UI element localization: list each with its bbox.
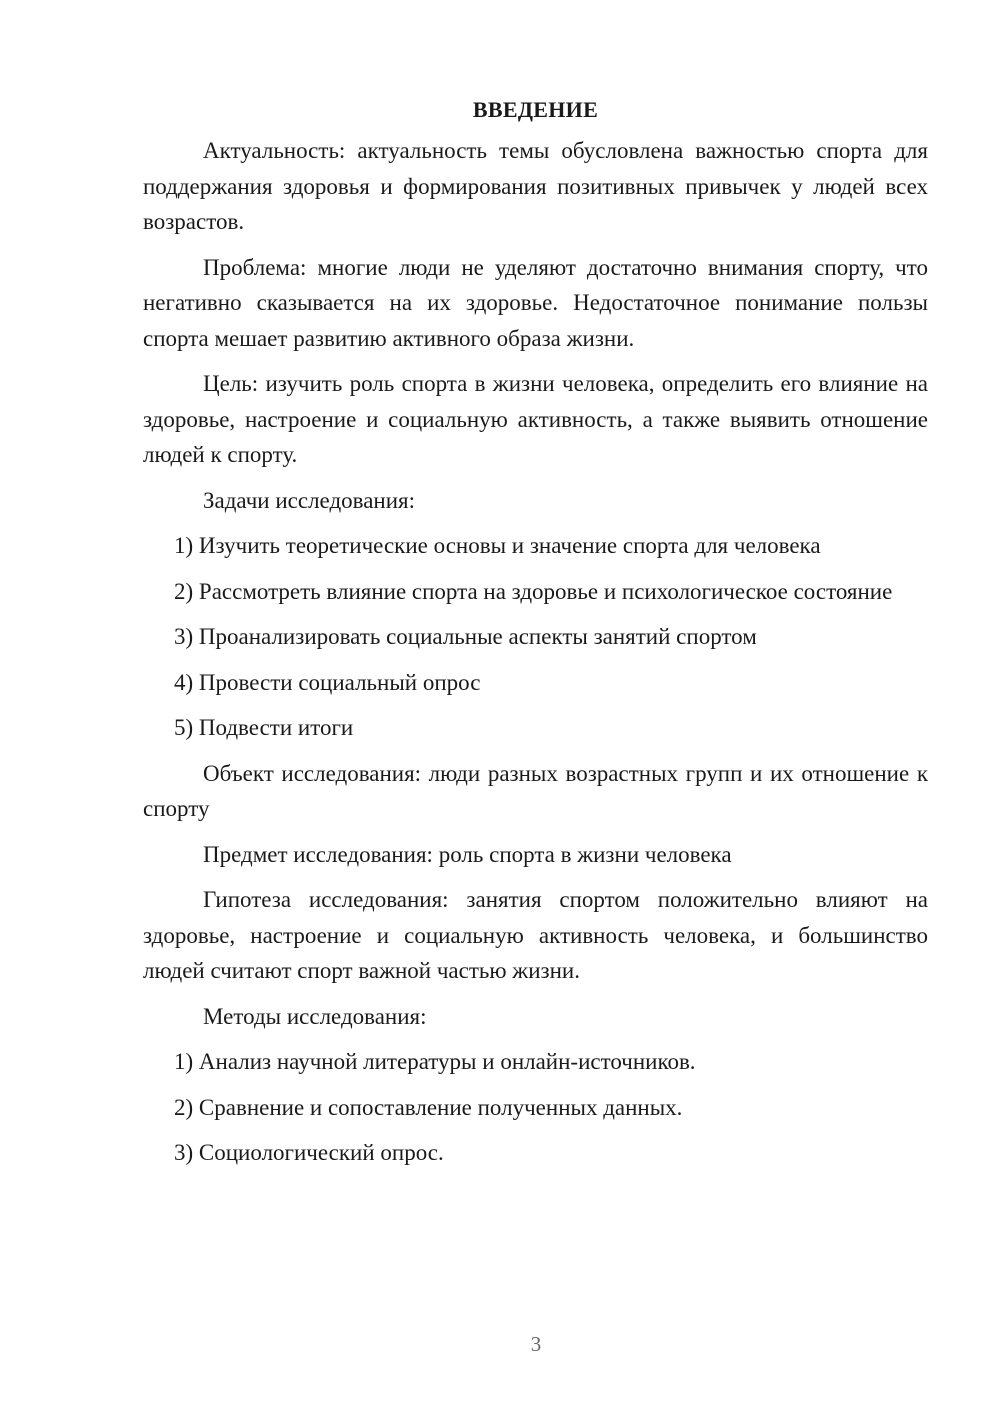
method-item-2: 2) Сравнение и сопоставление полученных данных. (174, 1094, 683, 1120)
task-item-2: 2) Рассмотреть влияние спорта на здоровье и психологическое состояние (174, 578, 893, 604)
task-item-4: 4) Провести социальный опрос (174, 669, 481, 695)
task-item-1: 1) Изучить теоретические основы и значение спорта для человека (174, 533, 821, 558)
tasks-heading: Задачи исследования: (203, 487, 416, 513)
hypothesis-paragraph: Гипотеза исследования: занятия спортом положительно влияют на здоровье, настроение и социальную активность человека, и большинство людей считают спорт важной частью жизни. (143, 887, 928, 983)
section-title: ВВЕДЕНИЕ (472, 97, 599, 122)
task-item-3: 3) Проанализировать социальные аспекты занятий спортом (174, 624, 757, 649)
method-item-3: 3) Социологический опрос. (174, 1140, 444, 1165)
methods-heading: Методы исследования: (203, 1003, 427, 1029)
page-number: 3 (530, 1332, 542, 1356)
problem-paragraph: Проблема: многие люди не уделяют достаточно внимания спорту, что негативно сказывается на их здоровье. Недостаточное понимание пользы спорта мешает развитию активного образа жизни. (143, 254, 928, 351)
subject-paragraph: Предмет исследования: роль спорта в жизни человека (203, 841, 732, 867)
method-item-1: 1) Анализ научной литературы и онлайн-источников. (174, 1049, 696, 1074)
relevance-paragraph: Актуальность: актуальность темы обусловлена важностью спорта для поддержания здоровья и формирования позитивных привычек у людей всех возрастов. (143, 138, 928, 234)
goal-paragraph: Цель: изучить роль спорта в жизни человека, определить его влияние на здоровье, настроение и социальную активность, а также выявить отношение людей к спорту. (143, 371, 928, 467)
page-content (143, 92, 928, 1181)
object-paragraph: Объект исследования: люди разных возрастных групп и их отношение к спорту (143, 760, 928, 821)
task-item-5: 5) Подвести итоги (174, 715, 354, 740)
